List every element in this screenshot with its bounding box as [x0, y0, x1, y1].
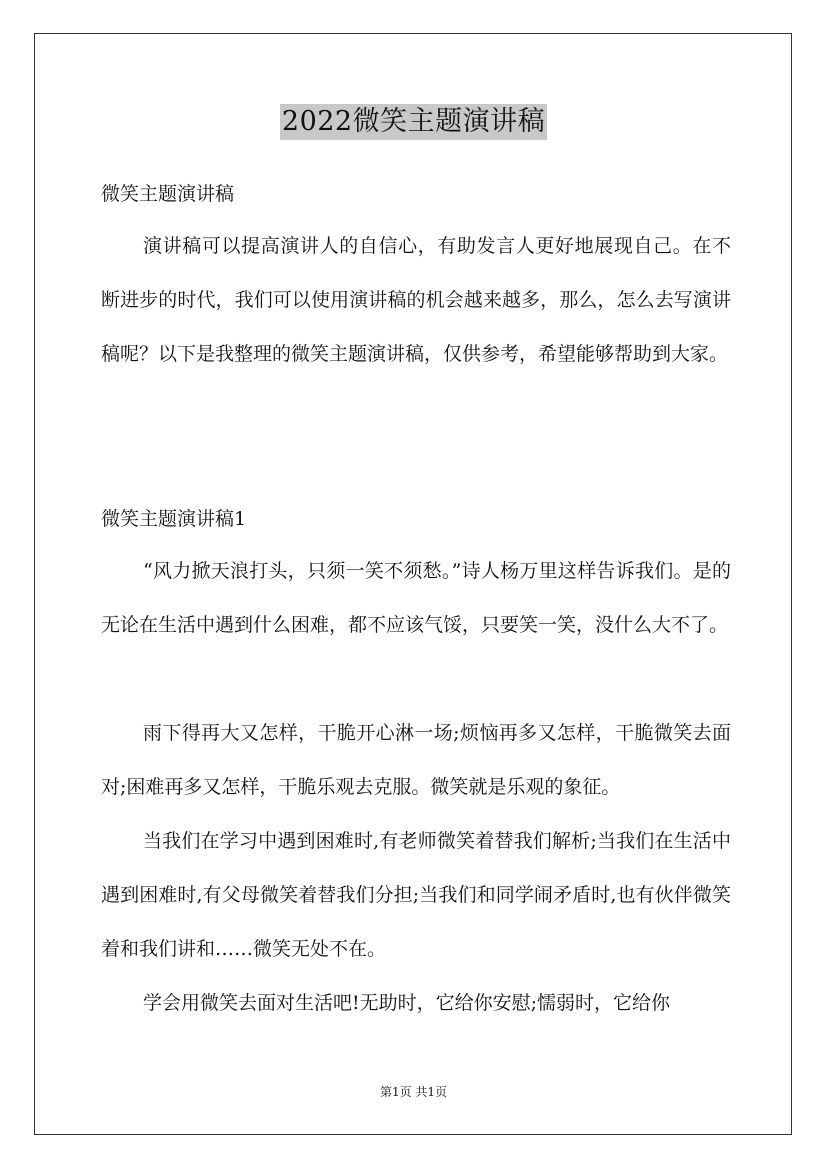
body-paragraph-2: 雨下得再大又怎样，干脆开心淋一场;烦恼再多又怎样，干脆微笑去面对;困难再多又怎样，干脆乐观去克服。微笑就是乐观的象征。: [101, 722, 731, 798]
title-container: [0, 104, 827, 140]
body-paragraph-4: 学会用微笑去面对生活吧!无助时，它给你安慰;懦弱时，它给你: [143, 992, 671, 1014]
document-title: 2022微笑主题演讲稿: [280, 104, 547, 140]
section-heading: 微笑主题演讲稿1: [101, 508, 247, 530]
body-paragraph-1: “风力掀天浪打头，只须一笑不须愁。”诗人杨万里这样告诉我们。是的无论在生活中遇到什么困难，都不应该气馁，只要笑一笑，没什么大不了。: [101, 560, 731, 636]
body-paragraph-3: 当我们在学习中遇到困难时,有老师微笑着替我们解析;当我们在生活中遇到困难时,有父母微笑着替我们分担;当我们和同学闹矛盾时,也有伙伴微笑着和我们讲和……微笑无处不在。: [101, 830, 731, 960]
page-footer: 第1页 共1页: [379, 1085, 448, 1099]
document-subtitle: 微笑主题演讲稿: [101, 183, 235, 205]
intro-paragraph: 演讲稿可以提高演讲人的自信心，有助发言人更好地展现自己。在不断进步的时代，我们可以使用演讲稿的机会越来越多，那么，怎么去写演讲稿呢？以下是我整理的微笑主题演讲稿，仅供参考，希望能够帮助到大家。: [101, 235, 731, 365]
